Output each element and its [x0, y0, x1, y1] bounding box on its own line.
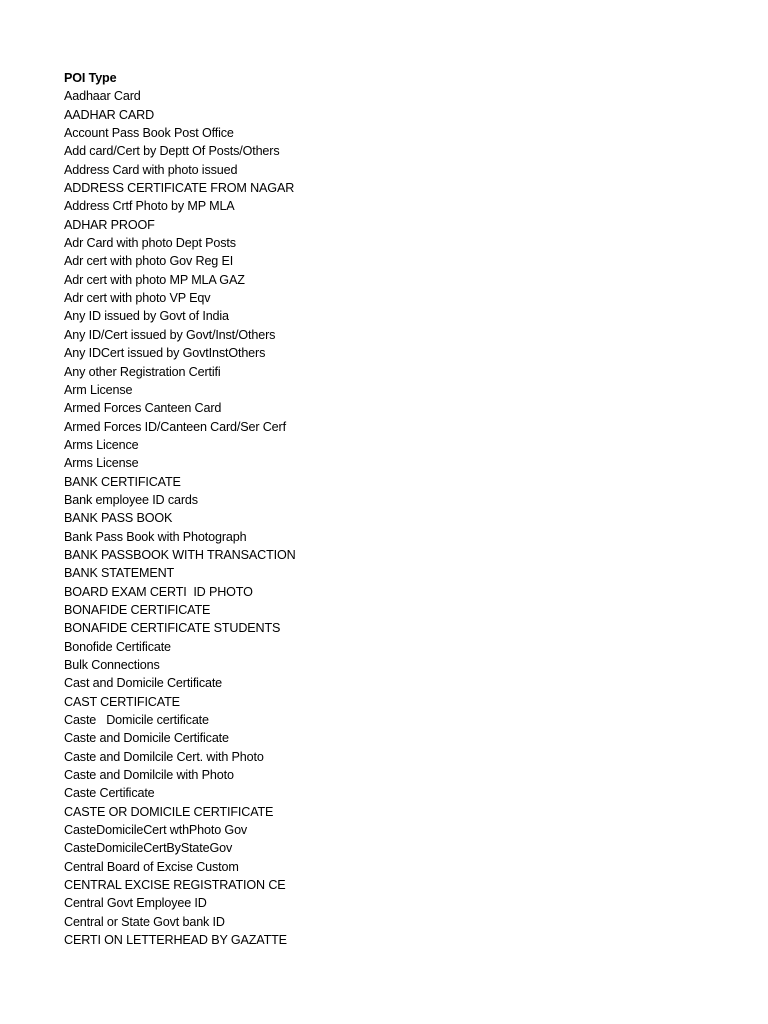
poi-type-item: BANK PASS BOOK — [64, 511, 173, 526]
poi-type-item: Any ID/Cert issued by Govt/Inst/Others — [64, 327, 276, 342]
poi-type-item: ADHAR PROOF — [64, 217, 155, 232]
poi-type-item: Any other Registration Certifi — [64, 364, 221, 379]
poi-type-item: CAST CERTIFICATE — [64, 694, 180, 709]
poi-type-item: BANK PASSBOOK WITH TRANSACTION — [64, 547, 296, 562]
poi-type-item: Bank employee ID cards — [64, 492, 198, 507]
poi-type-item: ADDRESS CERTIFICATE FROM NAGAR — [64, 181, 295, 196]
poi-type-item: Arms License — [64, 456, 139, 471]
poi-type-item: Armed Forces ID/Canteen Card/Ser Cerf — [64, 419, 286, 434]
poi-type-list — [64, 87, 296, 949]
poi-type-item: Add card/Cert by Deptt Of Posts/Others — [64, 144, 280, 159]
poi-type-item: CasteDomicileCert wthPhoto Gov — [64, 823, 248, 838]
poi-type-item: Adr cert with photo Gov Reg EI — [64, 254, 234, 269]
poi-type-item: Adr cert with photo VP Eqv — [64, 291, 211, 306]
poi-type-item: Bulk Connections — [64, 658, 160, 672]
poi-type-item: Caste and Domilcile Cert. with Photo — [64, 749, 264, 764]
column-heading: POI Type — [64, 71, 117, 85]
poi-type-item: Arms Licence — [64, 437, 139, 452]
poi-type-item: Account Pass Book Post Office — [64, 126, 234, 141]
poi-type-item: Armed Forces Canteen Card — [64, 401, 222, 416]
poi-type-item: Caste and Domicile Certificate — [64, 731, 229, 746]
poi-type-item: Bank Pass Book with Photograph — [64, 529, 247, 544]
poi-type-item: Central Govt Employee ID — [64, 896, 207, 911]
poi-type-item: Aadhaar Card — [64, 89, 141, 104]
poi-type-item: Central Board of Excise Custom — [64, 859, 239, 874]
poi-type-item: Any ID issued by Govt of India — [64, 309, 229, 324]
poi-type-item: CERTI ON LETTERHEAD BY GAZATTE — [64, 933, 287, 948]
poi-type-item: BANK STATEMENT — [64, 566, 175, 581]
poi-type-item: AADHAR CARD — [64, 107, 155, 122]
poi-type-item: Bonofide Certificate — [64, 639, 171, 654]
poi-type-item: Arm License — [64, 382, 133, 397]
poi-type-item: Central or State Govt bank ID — [64, 914, 225, 929]
poi-type-item: Adr Card with photo Dept Posts — [64, 236, 236, 251]
poi-type-item: CENTRAL EXCISE REGISTRATION CE — [64, 878, 286, 893]
poi-type-item: BONAFIDE CERTIFICATE STUDENTS — [64, 621, 281, 636]
poi-type-item: BONAFIDE CERTIFICATE — [64, 602, 211, 617]
poi-type-item: Cast and Domicile Certificate — [64, 676, 223, 691]
poi-type-item: CasteDomicileCertByStateGov — [64, 841, 233, 856]
poi-type-item: CASTE OR DOMICILE CERTIFICATE — [64, 804, 274, 819]
poi-type-item: Address Card with photo issued — [64, 162, 238, 177]
poi-type-item: Adr cert with photo MP MLA GAZ — [64, 272, 245, 287]
poi-type-item: BOARD EXAM CERTI ID PHOTO — [64, 584, 253, 599]
poi-type-item: BANK CERTIFICATE — [64, 474, 181, 489]
poi-type-item: Any IDCert issued by GovtInstOthers — [64, 346, 266, 361]
poi-type-item: Caste Domicile certificate — [64, 713, 209, 728]
poi-type-item: Address Crtf Photo by MP MLA — [64, 199, 235, 214]
poi-type-item: Caste and Domilcile with Photo — [64, 768, 234, 783]
poi-type-item: Caste Certificate — [64, 786, 155, 801]
